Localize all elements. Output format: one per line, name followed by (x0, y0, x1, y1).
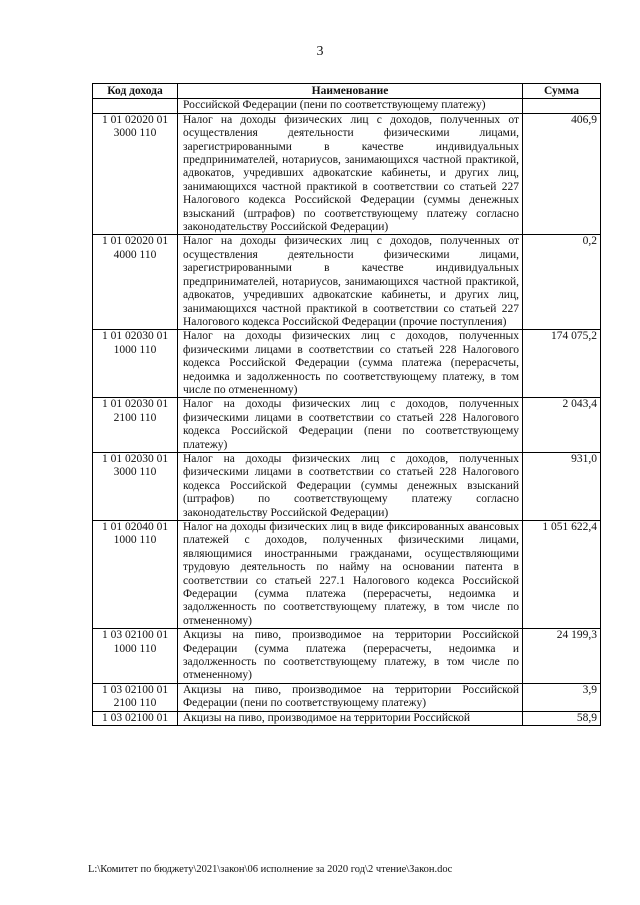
revenue-name: Налог на доходы физических лиц с доходов, полученных от осуществления деятельности физическими лицами, зарегистрированными в качестве индивидуальных предпринимателей, нотариусов, занимающихся частной практикой, адвокатов, учредивших адвокатские кабинеты, и других лиц, занимающихся частной практикой в соответствии со статьей 227 Налогового кодекса Российской Федерации (прочие поступления) (178, 235, 523, 330)
revenue-sum (523, 99, 601, 113)
revenue-sum: 174 075,2 (523, 330, 601, 398)
table-row (93, 452, 601, 520)
revenue-sum: 406,9 (523, 113, 601, 235)
revenue-name: Налог на доходы физических лиц с доходов, полученных физическими лицами в соответствии со статьей 228 Налогового кодекса Российской Федерации (сумма платежа (перерасчеты, недоимка и задолженность по соответствующему платежу, в том числе по отмененному) (178, 330, 523, 398)
revenue-name: Налог на доходы физических лиц с доходов, полученных физическими лицами в соответствии со статьей 228 Налогового кодекса Российской Федерации (суммы денежных взысканий (штрафов) по соответствующему платежу согласно законодательству Российской Федерации) (178, 452, 523, 520)
file-path-footer: L:\Комитет по бюджету\2021\закон\06 исполнение за 2020 год\2 чтение\Закон.doc (88, 864, 453, 875)
revenue-sum: 3,9 (523, 683, 601, 711)
page-number: 3 (316, 44, 324, 59)
revenue-code: 1 01 02040 01 1000 110 (93, 521, 178, 629)
revenue-name: Налог на доходы физических лиц в виде фиксированных авансовых платежей с доходов, полученных физическими лицами, являющимися иностранными гражданами, осуществляющими трудовую деятельность по найму на основании патента в соответствии со статьей 227.1 Налогового кодекса Российской Федерации (сумма платежа (перерасчеты, недоимка и задолженность по соответствующему платежу, в том числе по отмененному) (178, 521, 523, 629)
revenue-code: 1 01 02020 01 4000 110 (93, 235, 178, 330)
header-sum: Сумма (523, 84, 601, 99)
revenue-code: 1 01 02030 01 3000 110 (93, 452, 178, 520)
revenue-code: 1 01 02030 01 2100 110 (93, 398, 178, 453)
table-row (93, 711, 601, 725)
table-row (93, 521, 601, 629)
revenue-sum: 24 199,3 (523, 629, 601, 684)
revenue-code: 1 03 02100 01 1000 110 (93, 629, 178, 684)
revenue-code: 1 03 02100 01 (93, 711, 178, 725)
revenue-name: Налог на доходы физических лиц с доходов, полученных физическими лицами в соответствии со статьей 228 Налогового кодекса Российской Федерации (пени по соответствующему платежу) (178, 398, 523, 453)
revenue-code (93, 99, 178, 113)
revenue-table (92, 83, 601, 726)
table-row (93, 398, 601, 453)
table-row (93, 99, 601, 113)
revenue-name: Российской Федерации (пени по соответствующему платежу) (178, 99, 523, 113)
revenue-name: Акцизы на пиво, производимое на территории Российской Федерации (сумма платежа (перерасчеты, недоимка и задолженность по соответствующему платежу, в том числе по отмененному) (178, 629, 523, 684)
header-name: Наименование (178, 84, 523, 99)
revenue-code: 1 01 02030 01 1000 110 (93, 330, 178, 398)
table-row (93, 235, 601, 330)
table-row (93, 629, 601, 684)
revenue-name: Акцизы на пиво, производимое на территории Российской Федерации (пени по соответствующему платежу) (178, 683, 523, 711)
table-row (93, 330, 601, 398)
header-code: Код дохода (93, 84, 178, 99)
revenue-code: 1 03 02100 01 2100 110 (93, 683, 178, 711)
revenue-sum: 58,9 (523, 711, 601, 725)
table-header-row (93, 84, 601, 99)
revenue-sum: 0,2 (523, 235, 601, 330)
revenue-name: Акцизы на пиво, производимое на территории Российской (178, 711, 523, 725)
revenue-sum: 931,0 (523, 452, 601, 520)
revenue-sum: 1 051 622,4 (523, 521, 601, 629)
table-row (93, 683, 601, 711)
revenue-sum: 2 043,4 (523, 398, 601, 453)
revenue-code: 1 01 02020 01 3000 110 (93, 113, 178, 235)
revenue-name: Налог на доходы физических лиц с доходов, полученных от осуществления деятельности физическими лицами, зарегистрированными в качестве индивидуальных предпринимателей, нотариусов, занимающихся частной практикой, адвокатов, учредивших адвокатские кабинеты, и других лиц, занимающихся частной практикой в соответствии со статьей 227 Налогового кодекса Российской Федерации (суммы денежных взысканий (штрафов) по соответствующему платежу согласно законодательству Российской Федерации) (178, 113, 523, 235)
table-row (93, 113, 601, 235)
